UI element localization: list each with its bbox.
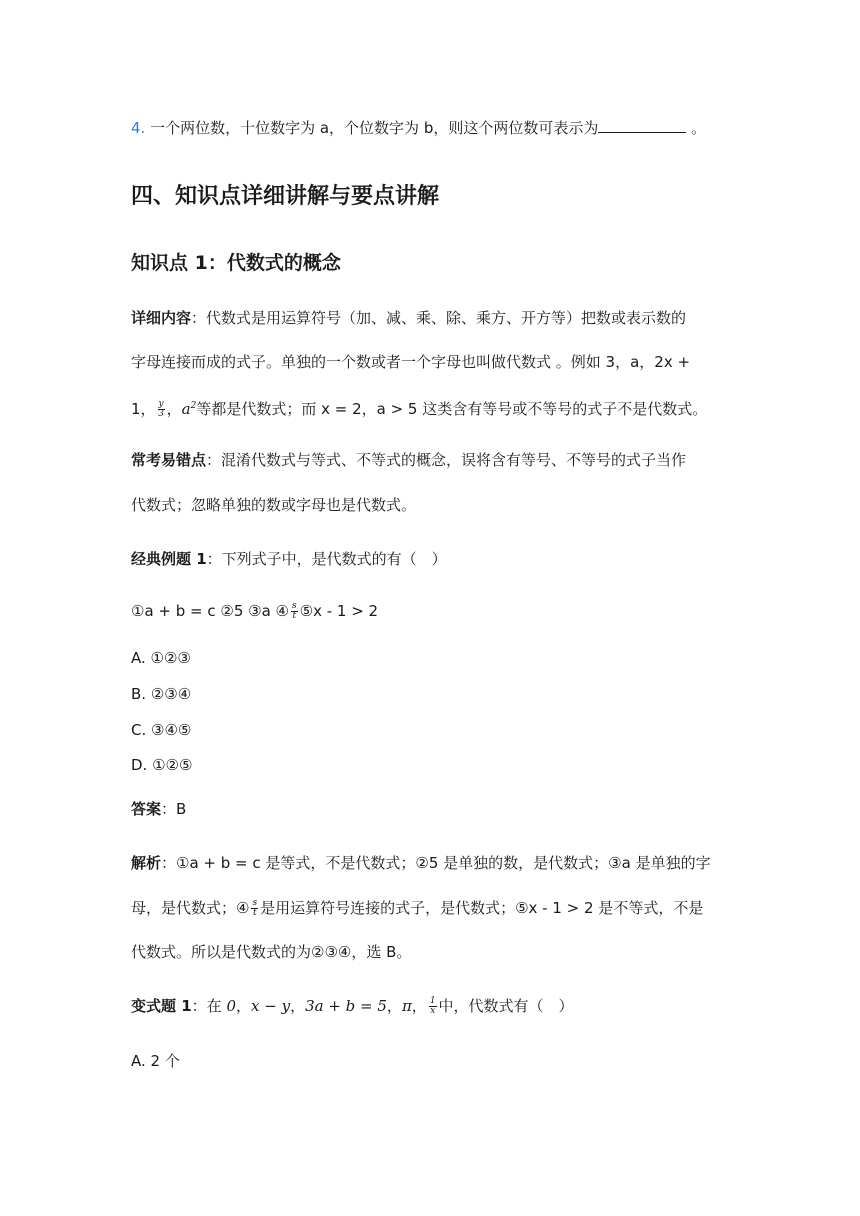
answer-label: 答案 [131,800,162,818]
fraction-y-over-3: $\frac{y}{3}$ [158,399,164,419]
variant-label: 变式题 1 [131,997,192,1015]
detail-text-3b: 等都是代数式；而 x = 2，a > 5 这类含有等号或不等号的式子不是代数式。 [196,400,708,418]
question-4 [131,117,706,139]
answer-blank [598,118,686,133]
option-b: B. ②③④ [131,685,192,703]
a-squared: $a^2$ [181,400,197,418]
detail-text-3a: 1， [131,400,156,418]
mistake-line-2: 代数式；忽略单独的数或字母也是代数式。 [131,496,417,514]
question-end: 。 [691,119,707,137]
detail-line-3: 1， $\frac{y}{3}$ ，$a^2$等都是代数式；而 x = 2，a > 5 这类含有等号或不等号的式子不是代数式。 [131,399,708,419]
knowledge-point-title: 知识点 1：代数式的概念 [131,252,341,274]
analysis-line-3: 代数式。所以是代数式的为②③④，选 B。 [131,943,412,961]
section-title: 四、知识点详细讲解与要点讲解 [131,184,440,209]
answer: 答案：B [131,800,187,818]
detail-text-1: ：代数式是用运算符号（加、减、乘、除、乘方、开方等）把数或表示数的 [191,309,687,327]
fraction-s-over-t-2: $\frac{s}{t}$ [252,898,258,918]
mistake-label: 常考易错点 [131,451,207,469]
detail-line-2: 字母连接而成的式子。单独的一个数或者一个字母也叫做代数式 。例如 3，a，2x + [131,353,691,371]
question-text: 一个两位数，十位数字为 a，个位数字为 b，则这个两位数可表示为 [150,119,599,137]
fraction-1-over-x: $\frac{1}{x}$ [429,996,436,1016]
mistake-line-1: 常考易错点：混淆代数式与等式、不等式的概念，误将含有等号、不等号的式子当作 [131,451,687,469]
variant-option-a: A. 2 个 [131,1052,180,1070]
fraction-s-over-t: $\frac{s}{t}$ [292,601,297,621]
option-c: C. ③④⑤ [131,721,192,739]
option-a: A. ①②③ [131,649,191,667]
question-number: 4. [131,119,146,137]
detail-label: 详细内容 [131,309,192,327]
example-items: ①a + b = c ②5 ③a ④ $\frac{s}{t}$ ⑤x - 1 > 2 [131,601,379,621]
variant-question: 变式题 1：在 0，x − y，3a + b = 5，π， $\frac{1}{x}$ 中，代数式有（ ） [131,996,574,1016]
detail-line-1 [131,307,686,329]
analysis-label: 解析 [131,854,162,872]
analysis-line-2: 母，是代数式；④ $\frac{s}{t}$ 是用运算符号连接的式子，是代数式；⑤x - 1 > 2 是不等式，不是 [131,898,704,918]
analysis-line-1: 解析：①a + b = c 是等式，不是代数式；②5 是单独的数，是代数式；③a 是单独的字 [131,854,711,872]
option-d: D. ①②⑤ [131,756,193,774]
example-question: 经典例题 1：下列式子中，是代数式的有（ ） [131,550,447,568]
example-label: 经典例题 1 [131,550,207,568]
